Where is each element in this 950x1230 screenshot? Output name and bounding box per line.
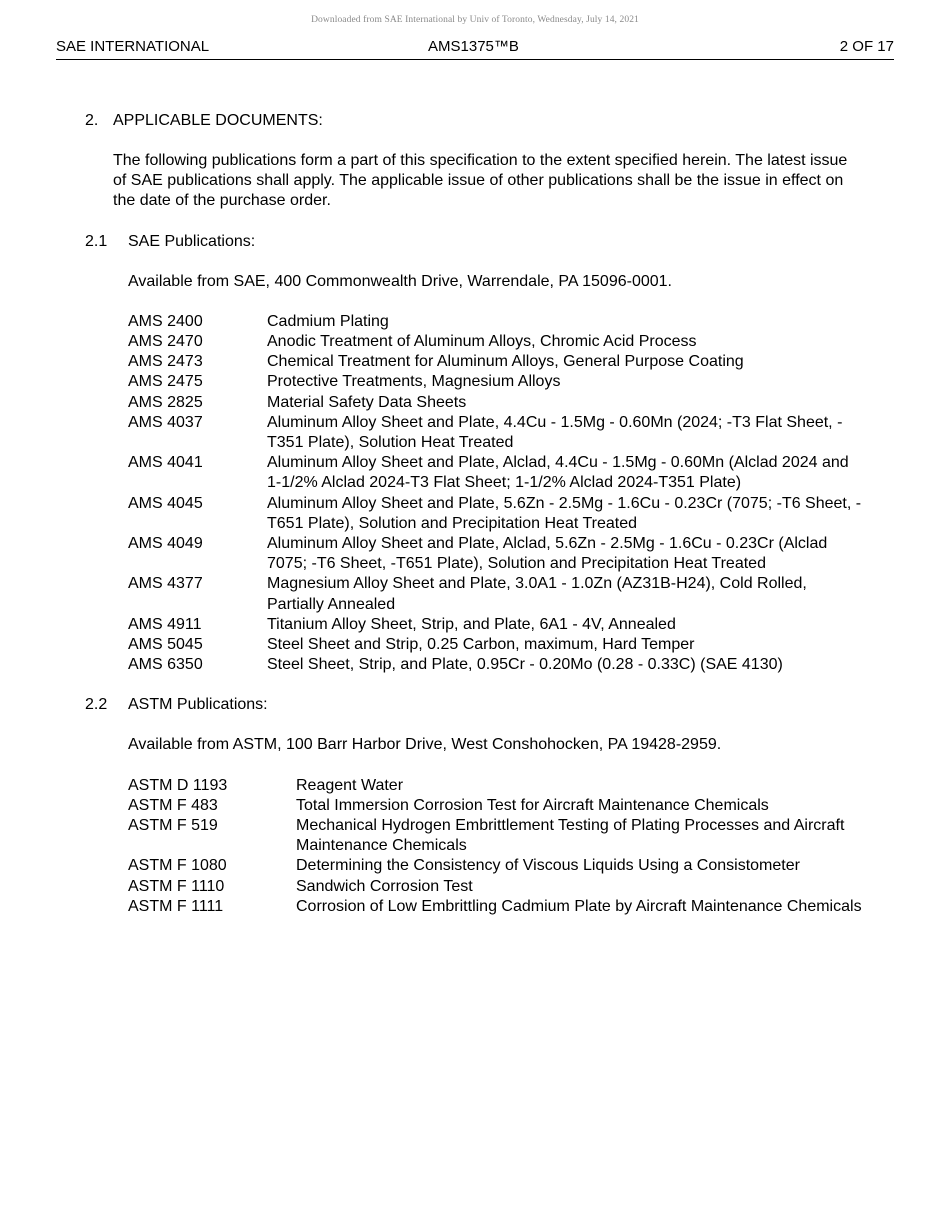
sae-availability: Available from SAE, 400 Commonwealth Drive, Warrendale, PA 15096-0001. bbox=[128, 272, 672, 290]
doc-code: AMS 4037 bbox=[128, 413, 203, 431]
doc-title: Material Safety Data Sheets bbox=[267, 393, 467, 411]
list-item bbox=[128, 796, 865, 816]
doc-title: Aluminum Alloy Sheet and Plate, 4.4Cu - 1.5Mg - 0.60Mn (2024; -T3 Flat Sheet, -T351 Plate), Solution Heat Treated bbox=[267, 413, 843, 452]
section-title: SAE Publications: bbox=[128, 232, 256, 250]
doc-title: Corrosion of Low Embrittling Cadmium Plate by Aircraft Maintenance Chemicals bbox=[296, 897, 862, 915]
doc-code: ASTM D 1193 bbox=[128, 776, 228, 794]
section-title: ASTM Publications: bbox=[128, 696, 268, 714]
doc-code: ASTM F 519 bbox=[128, 817, 218, 835]
doc-code: AMS 4911 bbox=[128, 615, 202, 633]
page-number: 2 OF 17 bbox=[839, 38, 894, 55]
section-2-heading bbox=[85, 111, 865, 131]
running-header bbox=[56, 37, 894, 60]
list-item bbox=[128, 856, 865, 876]
section-2-2-heading bbox=[85, 695, 865, 715]
list-item bbox=[128, 332, 865, 352]
doc-title: Sandwich Corrosion Test bbox=[296, 877, 473, 895]
list-item bbox=[128, 615, 865, 635]
doc-code: AMS 4045 bbox=[128, 494, 203, 512]
download-watermark: Downloaded from SAE International by Univ of Toronto, Wednesday, July 14, 2021 bbox=[311, 15, 639, 25]
section-2-intro: The following publications form a part of this specification to the extent specified herein. The latest issue of SAE publications shall apply. The applicable issue of other publications shall be the issue in effect on the date of the purchase order. bbox=[113, 152, 848, 210]
doc-code: AMS 4049 bbox=[128, 535, 203, 553]
publisher-name: SAE INTERNATIONAL bbox=[56, 38, 210, 55]
doc-code: ASTM F 1110 bbox=[128, 877, 225, 895]
doc-code: AMS 4041 bbox=[128, 454, 203, 472]
list-item bbox=[128, 816, 865, 856]
document-number: AMS1375™B bbox=[428, 38, 519, 55]
doc-title: Anodic Treatment of Aluminum Alloys, Chromic Acid Process bbox=[267, 333, 697, 351]
astm-reference-list bbox=[128, 776, 865, 917]
doc-code: AMS 5045 bbox=[128, 636, 203, 654]
list-item bbox=[128, 453, 865, 493]
list-item bbox=[128, 352, 865, 372]
list-item bbox=[128, 655, 865, 675]
doc-code: AMS 2400 bbox=[128, 312, 203, 330]
doc-title: Titanium Alloy Sheet, Strip, and Plate, 6A1 - 4V, Annealed bbox=[267, 615, 676, 633]
doc-code: AMS 6350 bbox=[128, 656, 203, 674]
list-item bbox=[128, 413, 865, 453]
section-number: 2. bbox=[85, 112, 99, 129]
doc-code: ASTM F 483 bbox=[128, 796, 218, 814]
list-item bbox=[128, 393, 865, 413]
list-item bbox=[128, 776, 865, 796]
document-body bbox=[85, 111, 865, 917]
sae-reference-list bbox=[128, 312, 865, 676]
doc-title: Aluminum Alloy Sheet and Plate, 5.6Zn - 2.5Mg - 1.6Cu - 0.23Cr (7075; -T6 Sheet, -T651 Plate), Solution and Precipitation Heat Treated bbox=[267, 494, 862, 532]
list-item bbox=[128, 877, 865, 897]
doc-code: ASTM F 1080 bbox=[128, 857, 227, 875]
doc-title: Reagent Water bbox=[296, 776, 404, 794]
doc-code: ASTM F 1111 bbox=[128, 897, 224, 915]
doc-title: Chemical Treatment for Aluminum Alloys, General Purpose Coating bbox=[267, 353, 744, 371]
doc-title: Mechanical Hydrogen Embrittlement Testing of Plating Processes and Aircraft Maintenance Chemicals bbox=[296, 817, 845, 855]
doc-code: AMS 2475 bbox=[128, 373, 203, 391]
doc-title: Total Immersion Corrosion Test for Aircraft Maintenance Chemicals bbox=[296, 796, 769, 814]
list-item bbox=[128, 372, 865, 392]
section-title: APPLICABLE DOCUMENTS: bbox=[113, 112, 323, 129]
doc-title: Magnesium Alloy Sheet and Plate, 3.0A1 - 1.0Zn (AZ31B-H24), Cold Rolled, Partially Annealed bbox=[267, 575, 807, 613]
doc-title: Aluminum Alloy Sheet and Plate, Alclad, 5.6Zn - 2.5Mg - 1.6Cu - 0.23Cr (Alclad 7075; -T6 Sheet, -T651 Plate), Solution and Precipitation Heat Treated bbox=[267, 535, 828, 573]
list-item bbox=[128, 534, 865, 574]
astm-availability: Available from ASTM, 100 Barr Harbor Drive, West Conshohocken, PA 19428-2959. bbox=[128, 736, 722, 754]
section-number: 2.1 bbox=[85, 232, 108, 250]
doc-title: Cadmium Plating bbox=[267, 312, 389, 330]
list-item bbox=[128, 312, 865, 332]
doc-code: AMS 2473 bbox=[128, 353, 203, 371]
doc-code: AMS 4377 bbox=[128, 575, 203, 593]
list-item bbox=[128, 494, 865, 534]
doc-title: Protective Treatments, Magnesium Alloys bbox=[267, 373, 561, 391]
section-number: 2.2 bbox=[85, 696, 108, 714]
list-item bbox=[128, 897, 865, 917]
doc-title: Determining the Consistency of Viscous Liquids Using a Consistometer bbox=[296, 857, 800, 875]
list-item bbox=[128, 574, 865, 614]
doc-title: Steel Sheet and Strip, 0.25 Carbon, maximum, Hard Temper bbox=[267, 636, 695, 654]
doc-code: AMS 2470 bbox=[128, 333, 203, 351]
doc-title: Steel Sheet, Strip, and Plate, 0.95Cr - 0.20Mo (0.28 - 0.33C) (SAE 4130) bbox=[267, 656, 783, 674]
section-2-1-heading bbox=[85, 232, 865, 252]
doc-code: AMS 2825 bbox=[128, 393, 203, 411]
list-item bbox=[128, 635, 865, 655]
doc-title: Aluminum Alloy Sheet and Plate, Alclad, 4.4Cu - 1.5Mg - 0.60Mn (Alclad 2024 and 1-1/2% Alclad 2024-T3 Flat Sheet; 1-1/2% Alclad 2024-T351 Plate) bbox=[267, 454, 849, 492]
